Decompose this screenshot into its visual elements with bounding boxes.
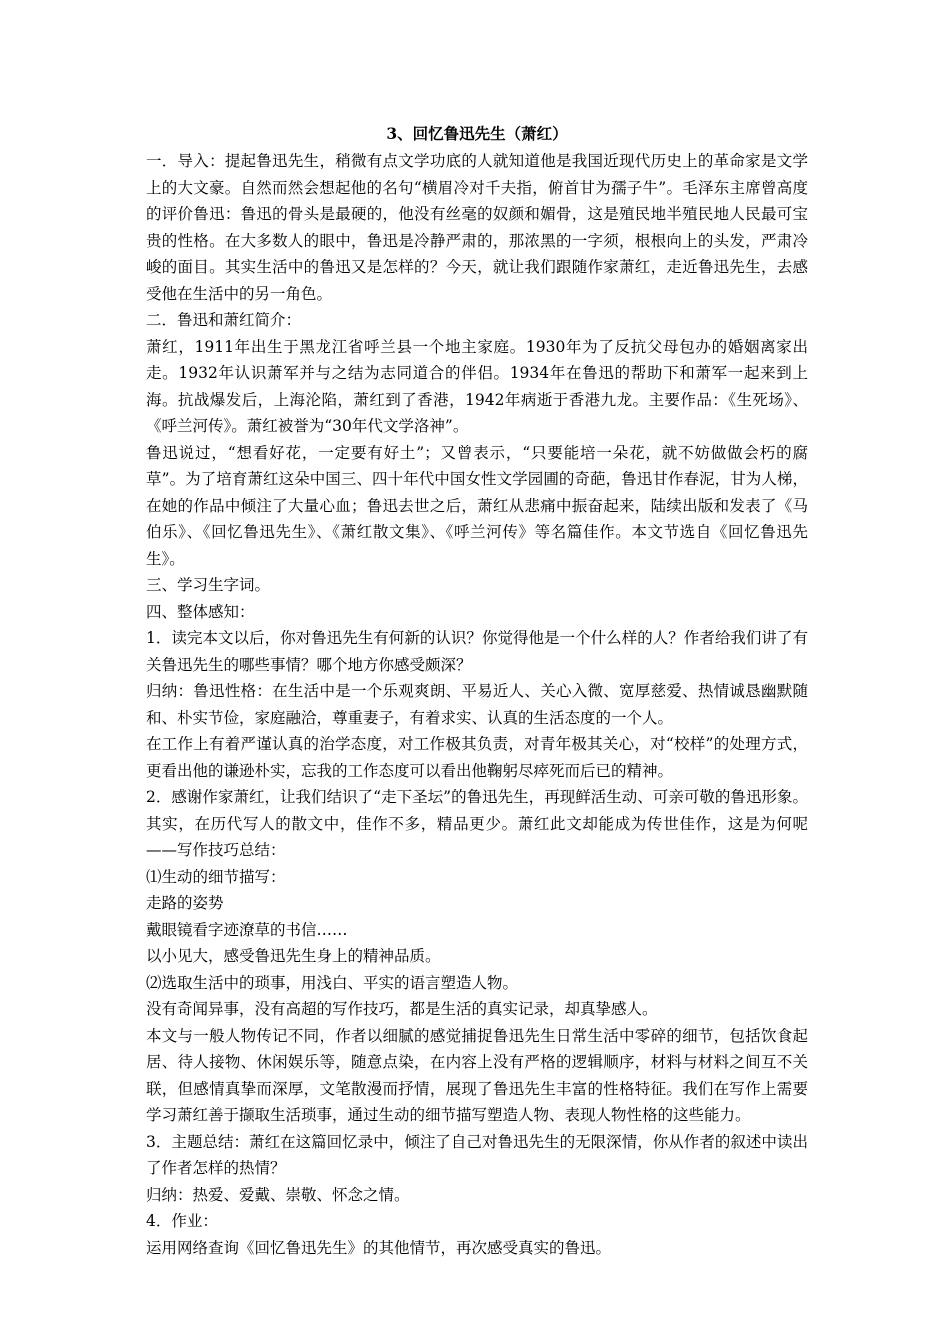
paragraph-reading-letters: 戴眼镜看字迹潦草的书信……	[146, 920, 348, 939]
paragraph-homework-heading: 4．作业：	[146, 1212, 218, 1230]
paragraph-intro: 一．导入：提起鲁迅先生，稍微有点文学功底的人就知道他是我国近现代历史上的革命家是文学上的大文豪。自然而然会想起他的名句“横眉冷对千夫指，俯首甘为孺子牛”。毛泽东主席曾高度的评价鲁迅：鲁迅的骨头是最硬的，他没有丝毫的奴颜和媚骨，这是殖民地半殖民地人民最可宝贵的性格。在大多数人的眼中，鲁迅是冷静严肃的，那浓黑的一字须，根根向上的头发，严肃冷峻的面目。其实生活中的鲁迅又是怎样的？今天，就让我们跟随作家萧红，走近鲁迅先生，去感受他在生活中的另一角色。	[146, 152, 808, 303]
paragraph-question-3: 3．主题总结：萧红在这篇回忆录中，倾注了自己对鲁迅先生的无限深情，你从作者的叙述中读出了作者怎样的热情？	[146, 1132, 808, 1177]
paragraph-technique-1: ⑴生动的细节描写：	[146, 867, 286, 886]
paragraph-question-1: 1．读完本文以后，你对鲁迅先生有何新的认识？你觉得他是一个什么样的人？作者给我们讲了有关鲁迅先生的哪些事情？哪个地方你感受颇深？	[146, 629, 808, 674]
paragraph-summary-work: 在工作上有着严谨认真的治学态度，对工作极其负责，对青年极其关心，对“校样”的处理方式，更看出他的谦逊朴实，忘我的工作态度可以看出他鞠躬尽瘁死而后已的精神。	[146, 735, 808, 780]
document-title: 3、回忆鲁迅先生（萧红）	[386, 124, 568, 143]
paragraph-technique-2: ⑵选取生活中的琐事，用浅白、平实的语言塑造人物。	[146, 973, 519, 992]
paragraph-homework-task: 运用网络查询《回忆鲁迅先生》的其他情节，再次感受真实的鲁迅。	[146, 1238, 612, 1257]
document-page	[146, 120, 808, 1261]
paragraph-summary-feelings: 归纳：热爱、爱戴、崇敬、怀念之情。	[146, 1185, 410, 1204]
paragraph-xiaohong-bio: 萧红，1911年出生于黑龙江省呼兰县一个地主家庭。1930年为了反抗父母包办的婚姻离家出走。1932年认识萧军并与之结为志同道合的伴侣。1934年在鲁迅的帮助下和萧军一起来到上海。抗战爆发后，上海沦陷，萧红到了香港，1942年病逝于香港九龙。主要作品：《生死场》、《呼兰河传》。萧红被誉为“30年代文学洛神”。	[146, 337, 808, 435]
paragraph-small-to-large: 以小见大，感受鲁迅先生身上的精神品质。	[146, 947, 441, 965]
paragraph-luxun-xiaohong: 鲁迅说过，“想看好花，一定要有好土”；又曾表示，“只要能培一朵花，就不妨做做会朽的腐草”。为了培育萧红这朵中国三、四十年代中国女性文学园圃的奇葩，鲁迅甘作春泥，甘为人梯，在她的作品中倾注了大量心血；鲁迅去世之后，萧红从悲痛中振奋起来，陆续出版和发表了《马伯乐》、《回忆鲁迅先生》、《萧红散文集》、《呼兰河传》等名篇佳作。本文节选自《回忆鲁迅先生》。	[146, 443, 808, 568]
paragraph-heading-vocab: 三、学习生字词。	[146, 576, 271, 594]
paragraph-heading-overall: 四、整体感知：	[146, 602, 255, 621]
paragraph-question-2: 2．感谢作家萧红，让我们结识了“走下圣坛”的鲁迅先生，再现鲜活生动、可亲可敬的鲁迅形象。其实，在历代写人的散文中，佳作不多，精品更少。萧红此文却能成为传世佳作，这是为何呢——写作技巧总结：	[146, 788, 808, 859]
paragraph-summary-personality: 归纳：鲁迅性格：在生活中是一个乐观爽朗、平易近人、关心入微、宽厚慈爱、热情诚恳幽默随和、朴实节俭，家庭融洽，尊重妻子，有着求实、认真的生活态度的一个人。	[146, 682, 808, 727]
paragraph-no-anecdotes: 没有奇闻异事，没有高超的写作技巧，都是生活的真实记录，却真挚感人。	[146, 1000, 658, 1018]
paragraph-heading-intro-authors: 二．鲁迅和萧红简介：	[146, 311, 302, 329]
paragraph-walking-posture: 走路的姿势	[146, 894, 224, 912]
paragraph-biography-difference: 本文与一般人物传记不同，作者以细腻的感觉捕捉鲁迅先生日常生活中零碎的细节，包括饮食起居、待人接物、休闲娱乐等，随意点染，在内容上没有严格的逻辑顺序，材料与材料之间互不关联，但感情真挚而深厚，文笔散漫而抒情，展现了鲁迅先生丰富的性格特征。我们在写作上需要学习萧红善于撷取生活琐事，通过生动的细节描写塑造人物、表现人物性格的这些能力。	[146, 1026, 808, 1124]
